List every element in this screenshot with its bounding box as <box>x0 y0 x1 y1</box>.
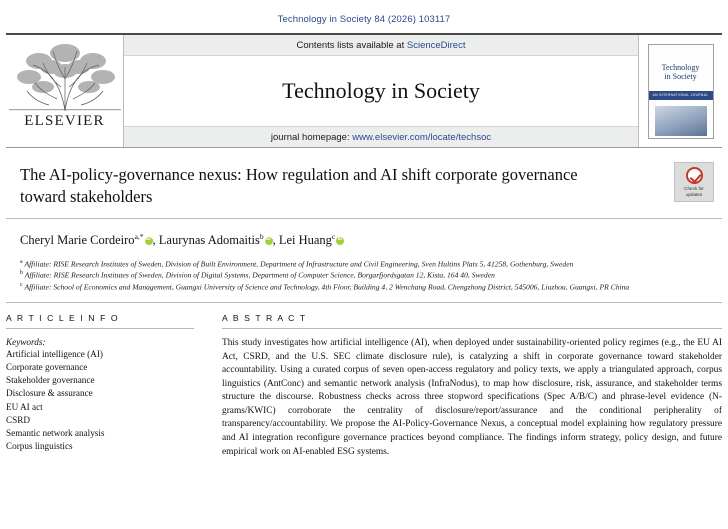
homepage-bar <box>124 126 638 147</box>
author-entry <box>159 233 273 247</box>
list-item: EU AI act <box>6 401 43 412</box>
orcid-id-icon[interactable] <box>265 237 273 245</box>
affiliation-text: Affiliate: RISE Research Institutes of Sweden, Division of Built Environment, Department of Infrastructure and Civil Engineering, Sven Hultins Plats 5, 41258, Gothenburg, Sweden <box>24 259 574 269</box>
title-block <box>6 148 722 219</box>
author-separator-2: , <box>272 232 279 247</box>
cover-image <box>655 106 707 136</box>
journal-masthead <box>6 33 722 148</box>
crossmark-label <box>684 186 704 196</box>
author-entry <box>20 233 153 247</box>
list-item: Corporate governance <box>6 362 88 373</box>
orcid-id-icon[interactable] <box>145 237 153 245</box>
cover-inner <box>648 44 714 139</box>
abstract-column <box>204 313 722 459</box>
list-item: Artificial intelligence (AI) <box>6 349 103 360</box>
contents-bar <box>124 35 638 56</box>
article-info-column <box>6 313 204 459</box>
affiliation-item <box>20 258 714 270</box>
author-separator-1: , <box>152 232 159 247</box>
list-item: CSRD <box>6 414 31 425</box>
author-entry <box>279 233 344 247</box>
keywords-list <box>6 348 194 453</box>
affiliation-list <box>0 248 728 293</box>
cover-title-line1: Technology <box>661 62 700 72</box>
cover-title-line2: in Society <box>664 71 697 81</box>
list-item: Disclosure & assurance <box>6 388 93 399</box>
publisher-name: ELSEVIER <box>24 113 105 129</box>
contents-prefix: Contents lists available at <box>296 40 405 51</box>
list-item: Stakeholder governance <box>6 375 95 386</box>
homepage-prefix: journal homepage: <box>270 132 350 143</box>
affiliation-mark: b <box>20 270 23 277</box>
author-marks: b <box>259 231 264 241</box>
affiliation-mark: c <box>20 281 23 288</box>
journal-homepage-link[interactable]: www.elsevier.com/locate/techsoc <box>352 132 492 143</box>
author-name[interactable]: Cheryl Marie Cordeiro <box>20 232 135 247</box>
author-marks: a,* <box>134 231 144 241</box>
elsevier-tree-icon <box>9 39 121 115</box>
crossmark-check-icon <box>686 167 703 184</box>
abstract-text: This study investigates how artificial intelligence (AI), when deployed under sustainability-oriented policy regimes (e.g., the EU AI Act, CSRD, and the U.S. SEC climate disclosure rule), is catalyzing a shift in corporate governance toward stakeholder accountability. Using a curated corpus of seven open-access regulatory and policy texts, we apply a triangulated approach, corpus linguistics (AntConc) and semantic network analysis (InfraNodus), to map how disclosure, risk, assurance, and stakeholder terms structure the discourse. Robustness checks across three stopword specifications (Spec A/B/C) and phrase-level evidence (N-grams/KWIC) corroborate the centrality of disclosure/report/assurance and the conditional peripherality of transparency/accountability. We propose the AI-Policy-Governance Nexus, a conceptual model explaining how regulatory pressure and AI integration reconfigure governance practices beyond compliance. The findings inform strategy, policy design, and future empirical work on AI-enabled ESG systems. <box>222 338 722 457</box>
running-head: Technology in Society 84 (2026) 103117 <box>277 14 451 25</box>
sciencedirect-link[interactable]: ScienceDirect <box>406 40 466 51</box>
affiliation-mark: a <box>20 258 23 265</box>
author-marks: c <box>331 231 336 241</box>
affiliation-text: Affiliate: School of Economics and Management, Guangxi University of Science and Technology, 4th Floor, Building 4, 2 Wenchang Road, Chengzhong District, 545006, Liuzhou, Guangxi, PR China <box>24 282 630 292</box>
keywords-label: Keywords: <box>6 337 46 348</box>
cover-band: AN INTERNATIONAL JOURNAL <box>649 91 713 100</box>
affiliation-item <box>20 269 714 281</box>
list-item: Corpus linguistics <box>6 440 73 451</box>
journal-center-block <box>124 35 638 147</box>
author-name[interactable]: Lei Huang <box>278 232 332 247</box>
page-title: The AI-policy-governance nexus: How regulation and AI shift corporate governance toward stakeholders <box>20 165 578 206</box>
publisher-block <box>6 35 124 147</box>
author-name[interactable]: Laurynas Adomaitis <box>158 232 260 247</box>
list-item: Semantic network analysis <box>6 427 105 438</box>
info-abstract-area <box>6 303 722 459</box>
affiliation-item <box>20 281 714 293</box>
crossmark-label-line1: Check for <box>684 186 704 192</box>
affiliation-text: Affiliate: RISE Research Institutes of Sweden, Division of Digital Systems, Department of Computer Science, Borgarfjordsgatan 12, Kista, 164 40, Sweden <box>24 270 495 280</box>
journal-cover-thumbnail[interactable] <box>638 35 722 147</box>
cover-title <box>662 63 700 81</box>
journal-title: Technology in Society <box>282 78 480 103</box>
orcid-id-icon[interactable] <box>336 237 344 245</box>
crossmark-badge[interactable] <box>674 162 714 202</box>
crossmark-label-line2: updates <box>685 191 703 197</box>
article-info-heading: A R T I C L E I N F O <box>6 313 194 329</box>
author-list <box>0 219 728 248</box>
abstract-heading: A B S T R A C T <box>222 313 722 329</box>
